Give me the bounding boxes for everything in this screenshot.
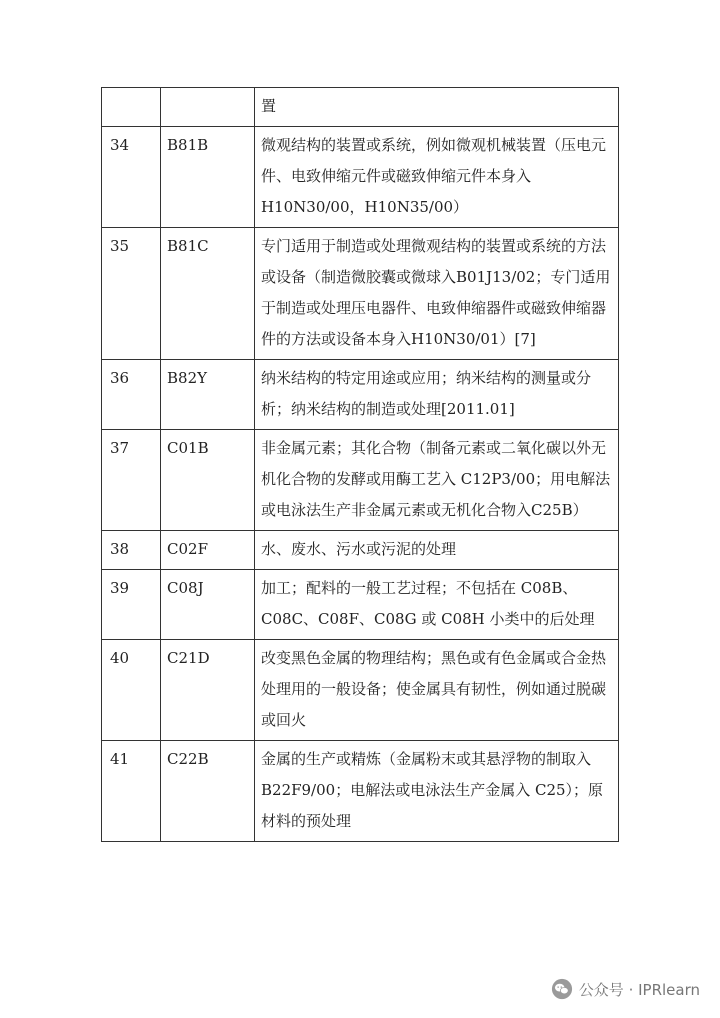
- watermark-text: 公众号 · IPRlearn: [578, 980, 700, 999]
- table-row: [102, 531, 619, 570]
- class-code: B82Y: [161, 360, 255, 430]
- row-number: 39: [102, 570, 161, 640]
- row-number: 40: [102, 640, 161, 741]
- table-row: [102, 741, 619, 842]
- row-number: 38: [102, 531, 161, 570]
- class-description: 置: [255, 88, 619, 127]
- row-number: 41: [102, 741, 161, 842]
- table-row: [102, 430, 619, 531]
- table-row: [102, 360, 619, 430]
- table-row: [102, 570, 619, 640]
- class-description: 微观结构的装置或系统，例如微观机械装置（压电元件、电致伸缩元件或磁致伸缩元件本身入H10N30/00，H10N35/00）: [255, 127, 619, 228]
- class-description: 专门适用于制造或处理微观结构的装置或系统的方法或设备（制造微胶囊或微球入B01J13/02；专门适用于制造或处理压电器件、电致伸缩器件或磁致伸缩器件的方法或设备本身入H10N30/01）[7]: [255, 228, 619, 360]
- table-row: [102, 228, 619, 360]
- class-code: [161, 88, 255, 127]
- class-description: 水、废水、污水或污泥的处理: [255, 531, 619, 570]
- class-description: 加工；配料的一般工艺过程；不包括在 C08B、C08C、C08F、C08G 或 C08H 小类中的后处理: [255, 570, 619, 640]
- row-number: 37: [102, 430, 161, 531]
- class-code: C08J: [161, 570, 255, 640]
- class-code: C21D: [161, 640, 255, 741]
- class-code: B81C: [161, 228, 255, 360]
- class-description: 改变黑色金属的物理结构；黑色或有色金属或合金热处理用的一般设备；使金属具有韧性，例如通过脱碳或回火: [255, 640, 619, 741]
- table-row: [102, 640, 619, 741]
- class-code: C02F: [161, 531, 255, 570]
- watermark: [551, 978, 700, 1000]
- row-number: 35: [102, 228, 161, 360]
- classification-table: [101, 87, 619, 842]
- table-row: [102, 88, 619, 127]
- class-description: 金属的生产或精炼（金属粉末或其悬浮物的制取入 B22F9/00；电解法或电泳法生产金属入 C25）；原材料的预处理: [255, 741, 619, 842]
- class-code: B81B: [161, 127, 255, 228]
- class-description: 纳米结构的特定用途或应用；纳米结构的测量或分析；纳米结构的制造或处理[2011.01]: [255, 360, 619, 430]
- class-description: 非金属元素；其化合物（制备元素或二氧化碳以外无机化合物的发酵或用酶工艺入 C12P3/00；用电解法或电泳法生产非金属元素或无机化合物入C25B）: [255, 430, 619, 531]
- row-number: 36: [102, 360, 161, 430]
- wechat-icon: [551, 978, 573, 1000]
- row-number: [102, 88, 161, 127]
- class-code: C22B: [161, 741, 255, 842]
- class-code: C01B: [161, 430, 255, 531]
- row-number: 34: [102, 127, 161, 228]
- table-row: [102, 127, 619, 228]
